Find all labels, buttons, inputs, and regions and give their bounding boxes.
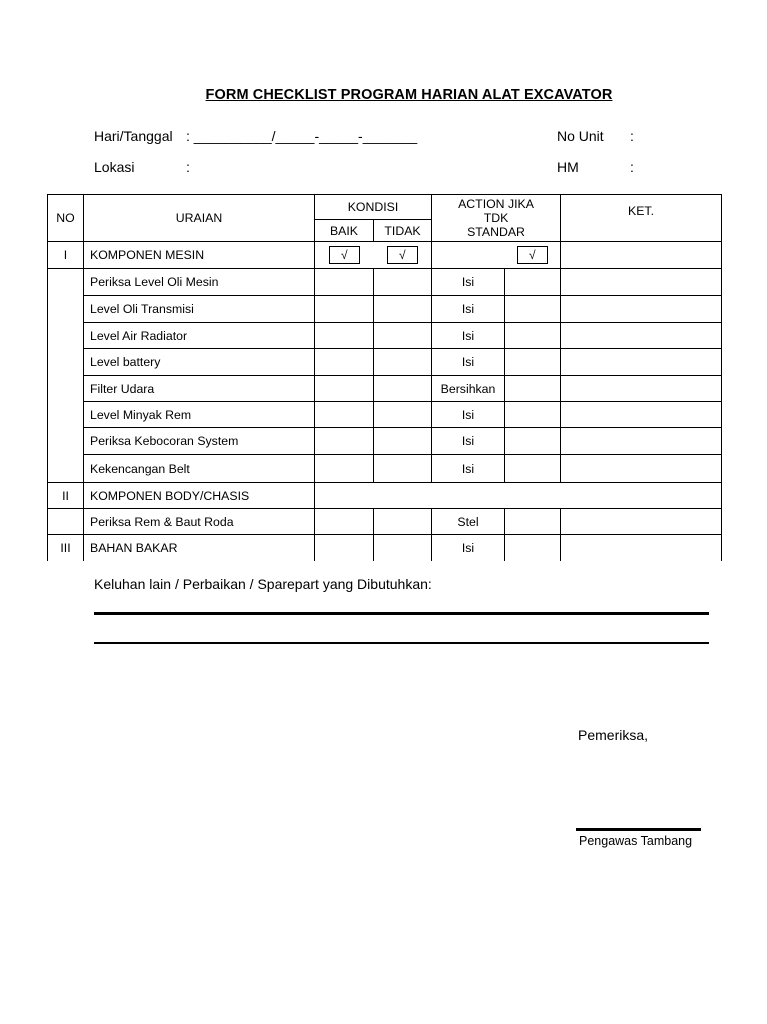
- ket-cell[interactable]: [561, 402, 722, 428]
- section-title: KOMPONEN MESIN: [84, 242, 315, 269]
- tidak-cell[interactable]: [374, 509, 432, 535]
- action-cell: Isi: [432, 428, 505, 455]
- table-row: [48, 349, 722, 376]
- action-cell: Bersihkan: [432, 376, 505, 402]
- lokasi-field[interactable]: :: [186, 159, 190, 175]
- item-label: Kekencangan Belt: [84, 455, 315, 483]
- baik-checkbox[interactable]: √: [329, 246, 360, 264]
- checklist-table: [47, 194, 722, 561]
- keluhan-line-1[interactable]: [94, 612, 709, 615]
- tidak-cell[interactable]: [374, 349, 432, 376]
- action-check-cell[interactable]: [505, 535, 561, 561]
- hm-label: HM: [557, 159, 579, 175]
- table-row: [48, 402, 722, 428]
- lokasi-label: Lokasi: [94, 159, 135, 175]
- pemeriksa-label: Pemeriksa,: [578, 727, 649, 743]
- form-title: FORM CHECKLIST PROGRAM HARIAN ALAT EXCAVATOR: [205, 87, 613, 103]
- action-check-cell: [505, 242, 561, 269]
- item-label: Level Air Radiator: [84, 323, 315, 349]
- item-label: Level battery: [84, 349, 315, 376]
- tidak-cell[interactable]: [374, 428, 432, 455]
- action-cell: Isi: [432, 296, 505, 323]
- ket-cell[interactable]: [561, 296, 722, 323]
- no-cell-empty: [48, 509, 84, 535]
- hari-tanggal-label: Hari/Tanggal: [94, 128, 173, 144]
- action-cell: [432, 242, 505, 269]
- item-label: Periksa Kebocoran System: [84, 428, 315, 455]
- section-no: II: [48, 483, 84, 509]
- action-check-cell[interactable]: [505, 323, 561, 349]
- section-row-bahan-bakar: [48, 535, 722, 561]
- ket-cell[interactable]: [561, 242, 722, 269]
- hari-tanggal-field[interactable]: : __________/_____-_____-_______: [186, 128, 418, 144]
- section-no: I: [48, 242, 84, 269]
- header-no: NO: [48, 195, 84, 242]
- action-cell: Isi: [432, 402, 505, 428]
- tidak-cell[interactable]: [374, 535, 432, 561]
- action-check-cell[interactable]: [505, 269, 561, 296]
- item-label: Level Oli Transmisi: [84, 296, 315, 323]
- header-ket: KET.: [561, 195, 722, 242]
- header-baik: BAIK: [315, 220, 374, 242]
- action-check-cell[interactable]: [505, 376, 561, 402]
- no-unit-field[interactable]: :: [630, 128, 634, 144]
- table-row: [48, 509, 722, 535]
- item-label: Filter Udara: [84, 376, 315, 402]
- header-action: [432, 195, 561, 242]
- keluhan-label: Keluhan lain / Perbaikan / Sparepart yang Dibutuhkan:: [94, 576, 432, 592]
- action-cell: Isi: [432, 535, 505, 561]
- no-unit-label: No Unit: [557, 128, 604, 144]
- ket-cell[interactable]: [561, 428, 722, 455]
- header-action-text: ACTION JIKA TDK STANDAR: [458, 197, 534, 239]
- table-row: [48, 296, 722, 323]
- tidak-cell: [374, 242, 432, 269]
- table-row: [48, 376, 722, 402]
- section-no: III: [48, 535, 84, 561]
- action-check-cell[interactable]: [505, 349, 561, 376]
- header-tidak: TIDAK: [374, 220, 432, 242]
- tidak-cell[interactable]: [374, 323, 432, 349]
- ket-cell[interactable]: [561, 509, 722, 535]
- ket-cell[interactable]: [561, 349, 722, 376]
- header-kondisi: KONDISI: [315, 195, 432, 220]
- table-row: [48, 428, 722, 455]
- item-label: Periksa Rem & Baut Roda: [84, 509, 315, 535]
- ket-cell[interactable]: [561, 376, 722, 402]
- table-header-row: [48, 195, 722, 220]
- header-uraian: URAIAN: [84, 195, 315, 242]
- tidak-checkbox[interactable]: √: [387, 246, 418, 264]
- ket-cell[interactable]: [561, 323, 722, 349]
- action-cell: Stel: [432, 509, 505, 535]
- section-row-komponen-mesin: [48, 242, 722, 269]
- baik-cell[interactable]: [315, 455, 374, 483]
- action-cell: Isi: [432, 269, 505, 296]
- tidak-cell[interactable]: [374, 296, 432, 323]
- action-checkbox[interactable]: √: [517, 246, 548, 264]
- action-check-cell[interactable]: [505, 428, 561, 455]
- ket-cell[interactable]: [561, 455, 722, 483]
- baik-cell[interactable]: [315, 349, 374, 376]
- action-check-cell[interactable]: [505, 402, 561, 428]
- hm-field[interactable]: :: [630, 159, 634, 175]
- action-cell: Isi: [432, 455, 505, 483]
- no-cell-empty: [48, 269, 84, 483]
- item-label: Periksa Level Oli Mesin: [84, 269, 315, 296]
- action-cell: Isi: [432, 323, 505, 349]
- table-row: [48, 269, 722, 296]
- action-check-cell[interactable]: [505, 296, 561, 323]
- table-row: [48, 323, 722, 349]
- item-label: Level Minyak Rem: [84, 402, 315, 428]
- baik-cell[interactable]: [315, 376, 374, 402]
- action-check-cell[interactable]: [505, 455, 561, 483]
- baik-cell[interactable]: [315, 323, 374, 349]
- tidak-cell[interactable]: [374, 269, 432, 296]
- section-merged-cell: [315, 483, 722, 509]
- baik-cell: [315, 242, 374, 269]
- tidak-cell[interactable]: [374, 376, 432, 402]
- baik-cell[interactable]: [315, 269, 374, 296]
- baik-cell[interactable]: [315, 509, 374, 535]
- keluhan-line-2[interactable]: [94, 642, 709, 644]
- section-title: KOMPONEN BODY/CHASIS: [84, 483, 315, 509]
- section-row-komponen-body: [48, 483, 722, 509]
- baik-cell[interactable]: [315, 535, 374, 561]
- tidak-cell[interactable]: [374, 402, 432, 428]
- baik-cell[interactable]: [315, 296, 374, 323]
- action-check-cell[interactable]: [505, 509, 561, 535]
- ket-cell[interactable]: [561, 269, 722, 296]
- table-row: [48, 455, 722, 483]
- section-title: BAHAN BAKAR: [84, 535, 315, 561]
- signature-line[interactable]: [576, 828, 701, 831]
- baik-cell[interactable]: [315, 402, 374, 428]
- ket-cell[interactable]: [561, 535, 722, 561]
- baik-cell[interactable]: [315, 428, 374, 455]
- action-cell: Isi: [432, 349, 505, 376]
- pengawas-label: Pengawas Tambang: [579, 834, 693, 848]
- tidak-cell[interactable]: [374, 455, 432, 483]
